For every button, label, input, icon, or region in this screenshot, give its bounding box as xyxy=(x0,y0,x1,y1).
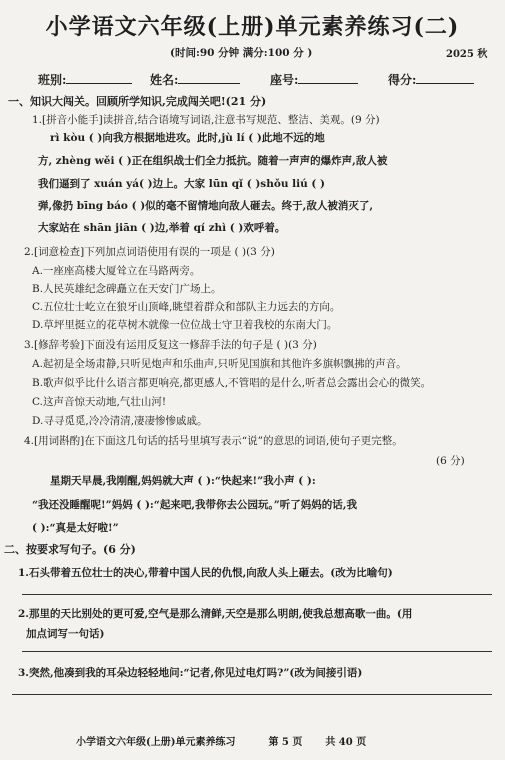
q4-line[interactable]: “我还没睡醒呢!”妈妈 ( ):“起来吧,我带你去公园玩。”听了妈妈的话,我 xyxy=(32,499,357,511)
name-field[interactable] xyxy=(150,71,240,88)
class-label: 班别: xyxy=(38,73,67,87)
seat-blank[interactable] xyxy=(298,73,358,84)
seat-field[interactable] xyxy=(270,71,358,88)
q1-prompt: 1.[拼音小能手]读拼音,结合语境写词语,注意书写规范、整洁、美观。(9 分) xyxy=(32,114,380,126)
q4-prompt: 4.[用词斟酌]在下面这几句话的括号里填写表示“说”的意思的词语,使句子更完整。 xyxy=(24,435,403,447)
score-label: 得分: xyxy=(388,73,417,87)
s2-q2-prompt-cont: 加点词写一句话) xyxy=(26,628,105,640)
score-blank[interactable] xyxy=(416,73,474,84)
q3-option[interactable]: C.这声音惊天动地,气壮山河! xyxy=(32,396,167,408)
q3-option[interactable]: D.寻寻觅觅,冷冷清清,凄凄惨惨戚戚。 xyxy=(32,415,208,427)
page-total: 共 40 页 xyxy=(325,737,367,748)
answer-line[interactable] xyxy=(22,651,492,652)
seat-label: 座号: xyxy=(270,73,299,87)
season-label: 2025 秋 xyxy=(446,49,488,60)
q2-prompt: 2.[词意检查]下列加点词语使用有误的一项是 ( )(3 分) xyxy=(24,246,275,258)
q1-line[interactable]: 大家站在 shān jiān ( )边,举着 qí zhì ( )欢呼着。 xyxy=(38,222,286,234)
q2-option[interactable]: D.草坪里挺立的花草树木就像一位位战士守卫着我校的东南大门。 xyxy=(32,319,338,331)
q2-option[interactable]: B.人民英雄纪念碑矗立在天安门广场上。 xyxy=(32,283,222,295)
q3-option[interactable]: B.歌声似乎比什么语言都更响亮,都更感人,不管唱的是什么,听者总会露出会心的微笑。 xyxy=(32,377,432,389)
class-field[interactable] xyxy=(38,71,132,88)
name-blank[interactable] xyxy=(178,73,240,84)
s2-q1-prompt: 1.石头带着五位壮士的决心,带着中国人民的仇恨,向敌人头上砸去。(改为比喻句) xyxy=(18,567,393,579)
q1-line[interactable]: 方, zhèng wěi ( )正在组织战士们全力抵抗。随着一声声的爆炸声,敌人被 xyxy=(38,155,388,167)
q4-line[interactable]: ( ):“真是太好啦!” xyxy=(32,522,119,534)
answer-line[interactable] xyxy=(22,594,492,595)
page-title: 小学语文六年级(上册)单元素养练习(二) xyxy=(45,14,460,40)
class-blank[interactable] xyxy=(66,73,132,84)
q1-line[interactable]: rì kòu ( )向我方根据地进攻。此时,jù lí ( )此地不远的地 xyxy=(50,132,325,144)
page-number: 第 5 页 xyxy=(268,737,303,748)
exam-meta: (时间:90 分钟 满分:100 分 ) xyxy=(170,47,313,59)
s2-q3-prompt: 3.突然,他凑到我的耳朵边轻轻地问:“记者,你见过电灯吗?”(改为间接引语) xyxy=(18,667,363,679)
q1-line[interactable]: 弹,像扔 bīng báo ( )似的毫不留情地向敌人砸去。终于,敌人被消灭了, xyxy=(38,200,373,212)
section1-heading: 一、知识大闯关。回顾所学知识,完成闯关吧!(21 分) xyxy=(8,95,267,108)
footer-title: 小学语文六年级(上册)单元素养练习 xyxy=(76,737,236,748)
page-footer xyxy=(76,733,366,748)
section2-heading: 二、按要求写句子。(6 分) xyxy=(4,543,136,556)
score-field[interactable] xyxy=(388,71,474,88)
answer-line[interactable] xyxy=(12,694,492,695)
q4-score: (6 分) xyxy=(436,455,465,467)
name-label: 姓名: xyxy=(150,73,179,87)
q2-option[interactable]: C.五位壮士屹立在狼牙山顶峰,眺望着群众和部队主力远去的方向。 xyxy=(32,301,341,313)
s2-q2-prompt: 2.那里的天比别处的更可爱,空气是那么清鲜,天空是那么明朗,使我总想高歌一曲。(用 xyxy=(18,608,413,620)
q2-option[interactable]: A.一座座高楼大厦耸立在马路两旁。 xyxy=(32,265,201,277)
q1-line[interactable]: 我们逼到了 xuán yá( )边上。大家 lūn qǐ ( )shǒu liú ( ) xyxy=(38,178,325,190)
q4-line[interactable]: 星期天早晨,我刚醒,妈妈就大声 ( ):“快起来!”我小声 ( ): xyxy=(50,475,316,487)
q3-prompt: 3.[修辞考验]下面没有运用反复这一修辞手法的句子是 ( )(3 分) xyxy=(24,339,317,351)
q3-option[interactable]: A.起初是全场肃静,只听见炮声和乐曲声,只听见国旗和其他许多旗帜飘拂的声音。 xyxy=(32,358,407,370)
